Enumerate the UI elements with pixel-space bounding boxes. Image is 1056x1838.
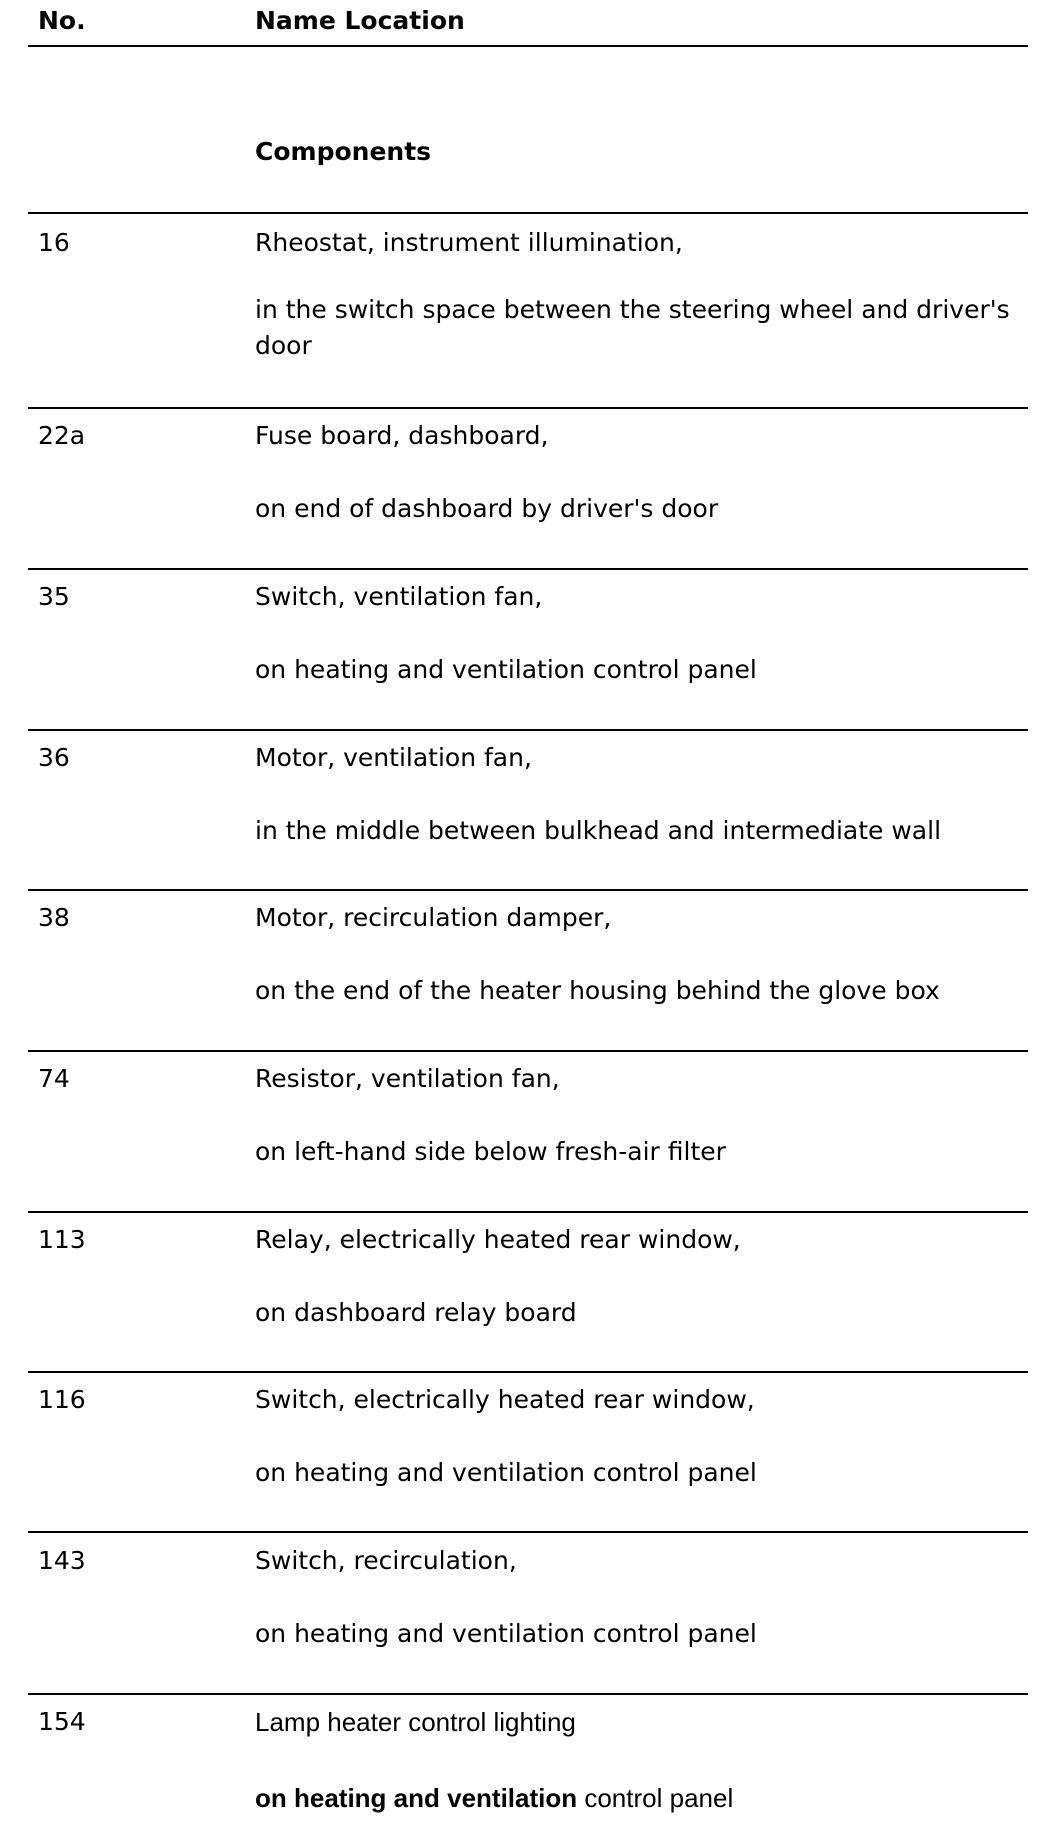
section-rule [28,212,1028,214]
entry-number: 143 [38,1546,86,1575]
entry-number: 154 [38,1707,86,1736]
row-divider [28,1693,1028,1695]
entry-name: Rheostat, instrument illumination, [255,228,683,257]
entry-location [255,1780,1025,1816]
entry-number: 74 [38,1064,70,1093]
entry-location: on end of dashboard by driver's door [255,494,719,523]
entry-location: on the end of the heater housing behind the glove box [255,976,940,1005]
entry-number: 16 [38,228,70,257]
entry-location-rest: control panel [577,1783,734,1813]
column-header-no: No. [38,6,86,35]
entry-location: in the switch space between the steering wheel and driver's door [255,295,1010,360]
entry-name: Relay, electrically heated rear window, [255,1225,741,1254]
entry-location: on dashboard relay board [255,1298,577,1327]
entry-name: Switch, electrically heated rear window, [255,1385,755,1414]
entry-number: 113 [38,1225,86,1254]
entry-name: Switch, recirculation, [255,1546,517,1575]
entry-location: on heating and ventilation control panel [255,1619,757,1648]
entry-name: Fuse board, dashboard, [255,421,549,450]
row-divider [28,1050,1028,1052]
row-divider [28,1531,1028,1533]
entry-number: 36 [38,743,70,772]
entry-name: Motor, recirculation damper, [255,903,612,932]
entry-location: in the middle between bulkhead and intermediate wall [255,816,942,845]
entry-location: on heating and ventilation control panel [255,1458,757,1487]
row-divider [28,1211,1028,1213]
section-title: Components [255,137,432,166]
entry-number: 116 [38,1385,86,1414]
entry-location-bold: on heating and ventilation [255,1783,578,1813]
entry-name: Motor, ventilation fan, [255,743,532,772]
row-divider [28,729,1028,731]
row-divider [28,407,1028,409]
entry-name: Resistor, ventilation fan, [255,1064,560,1093]
entry-number: 38 [38,903,70,932]
header-rule [28,45,1028,47]
entry-number: 35 [38,582,70,611]
entry-location: on left-hand side below fresh-air filter [255,1137,726,1166]
row-divider [28,889,1028,891]
row-divider [28,1371,1028,1373]
column-header-name-location: Name Location [255,6,465,35]
entry-name: Lamp heater control lighting [255,1707,576,1737]
entry-location: on heating and ventilation control panel [255,655,757,684]
entry-name: Switch, ventilation fan, [255,582,543,611]
entry-number: 22a [38,421,86,450]
row-divider [28,568,1028,570]
